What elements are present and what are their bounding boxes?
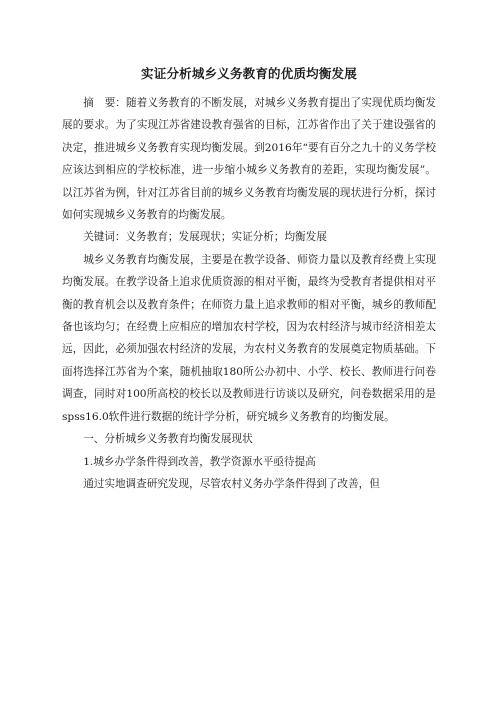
subsection-heading-1: 1.城乡办学条件得到改善，教学资源水平亟待提高 [83,455,316,468]
abstract-paragraph: 摘 要：随着义务教育的不断发展，对城乡义务教育提出了实现优质均衡发展的要求。为了实现江苏省建设教育强省的目标，江苏省作出了关于建设强省的决定，推进城乡义务教育实现均衡发展。到2016年“要有百分之九十的义务学校应该达到相应的学校标准，进一步缩小城乡义务教育的差距，实现均衡发展”。以江苏省为例，针对江苏省目前的城乡义务教育均衡发展的现状进行分析，探讨如何实现城乡义务教育的均衡发展。 [62,97,436,222]
section-heading-1: 一、分析城乡义务教育均衡发展现状 [83,433,253,446]
body-paragraph: 通过实地调查研究发现，尽管农村义务办学条件得到了改善，但 [83,477,380,490]
document-page [62,66,436,495]
document-title: 实证分析城乡义务教育的优质均衡发展 [141,66,357,81]
intro-paragraph: 城乡义务教育均衡发展，主要是在教学设备、师资力量以及教育经费上实现均衡发展。在教学设备上追求优质资源的相对平衡，最终为受教育者提供相对平衡的教育机会以及教育条件；在师资力量上追求教师的相对平衡，城乡的教师配备也该均匀；在经费上应相应的增加农村学校，因为农村经济与城市经济相差太远，因此，必须加强农村经济的发展，为农村义务教育的发展奠定物质基础。下面将选择江苏省为个案，随机抽取180所公办初中、小学、校长、教师进行问卷调查，同时对100所高校的校长以及教师进行访谈以及研究，问卷数据采用的是spss16.0软件进行数据的统计学分析，研究城乡义务教育的均衡发展。 [62,253,436,423]
keywords-line: 关键词：义务教育；发展现状；实证分析；均衡发展 [83,231,327,244]
